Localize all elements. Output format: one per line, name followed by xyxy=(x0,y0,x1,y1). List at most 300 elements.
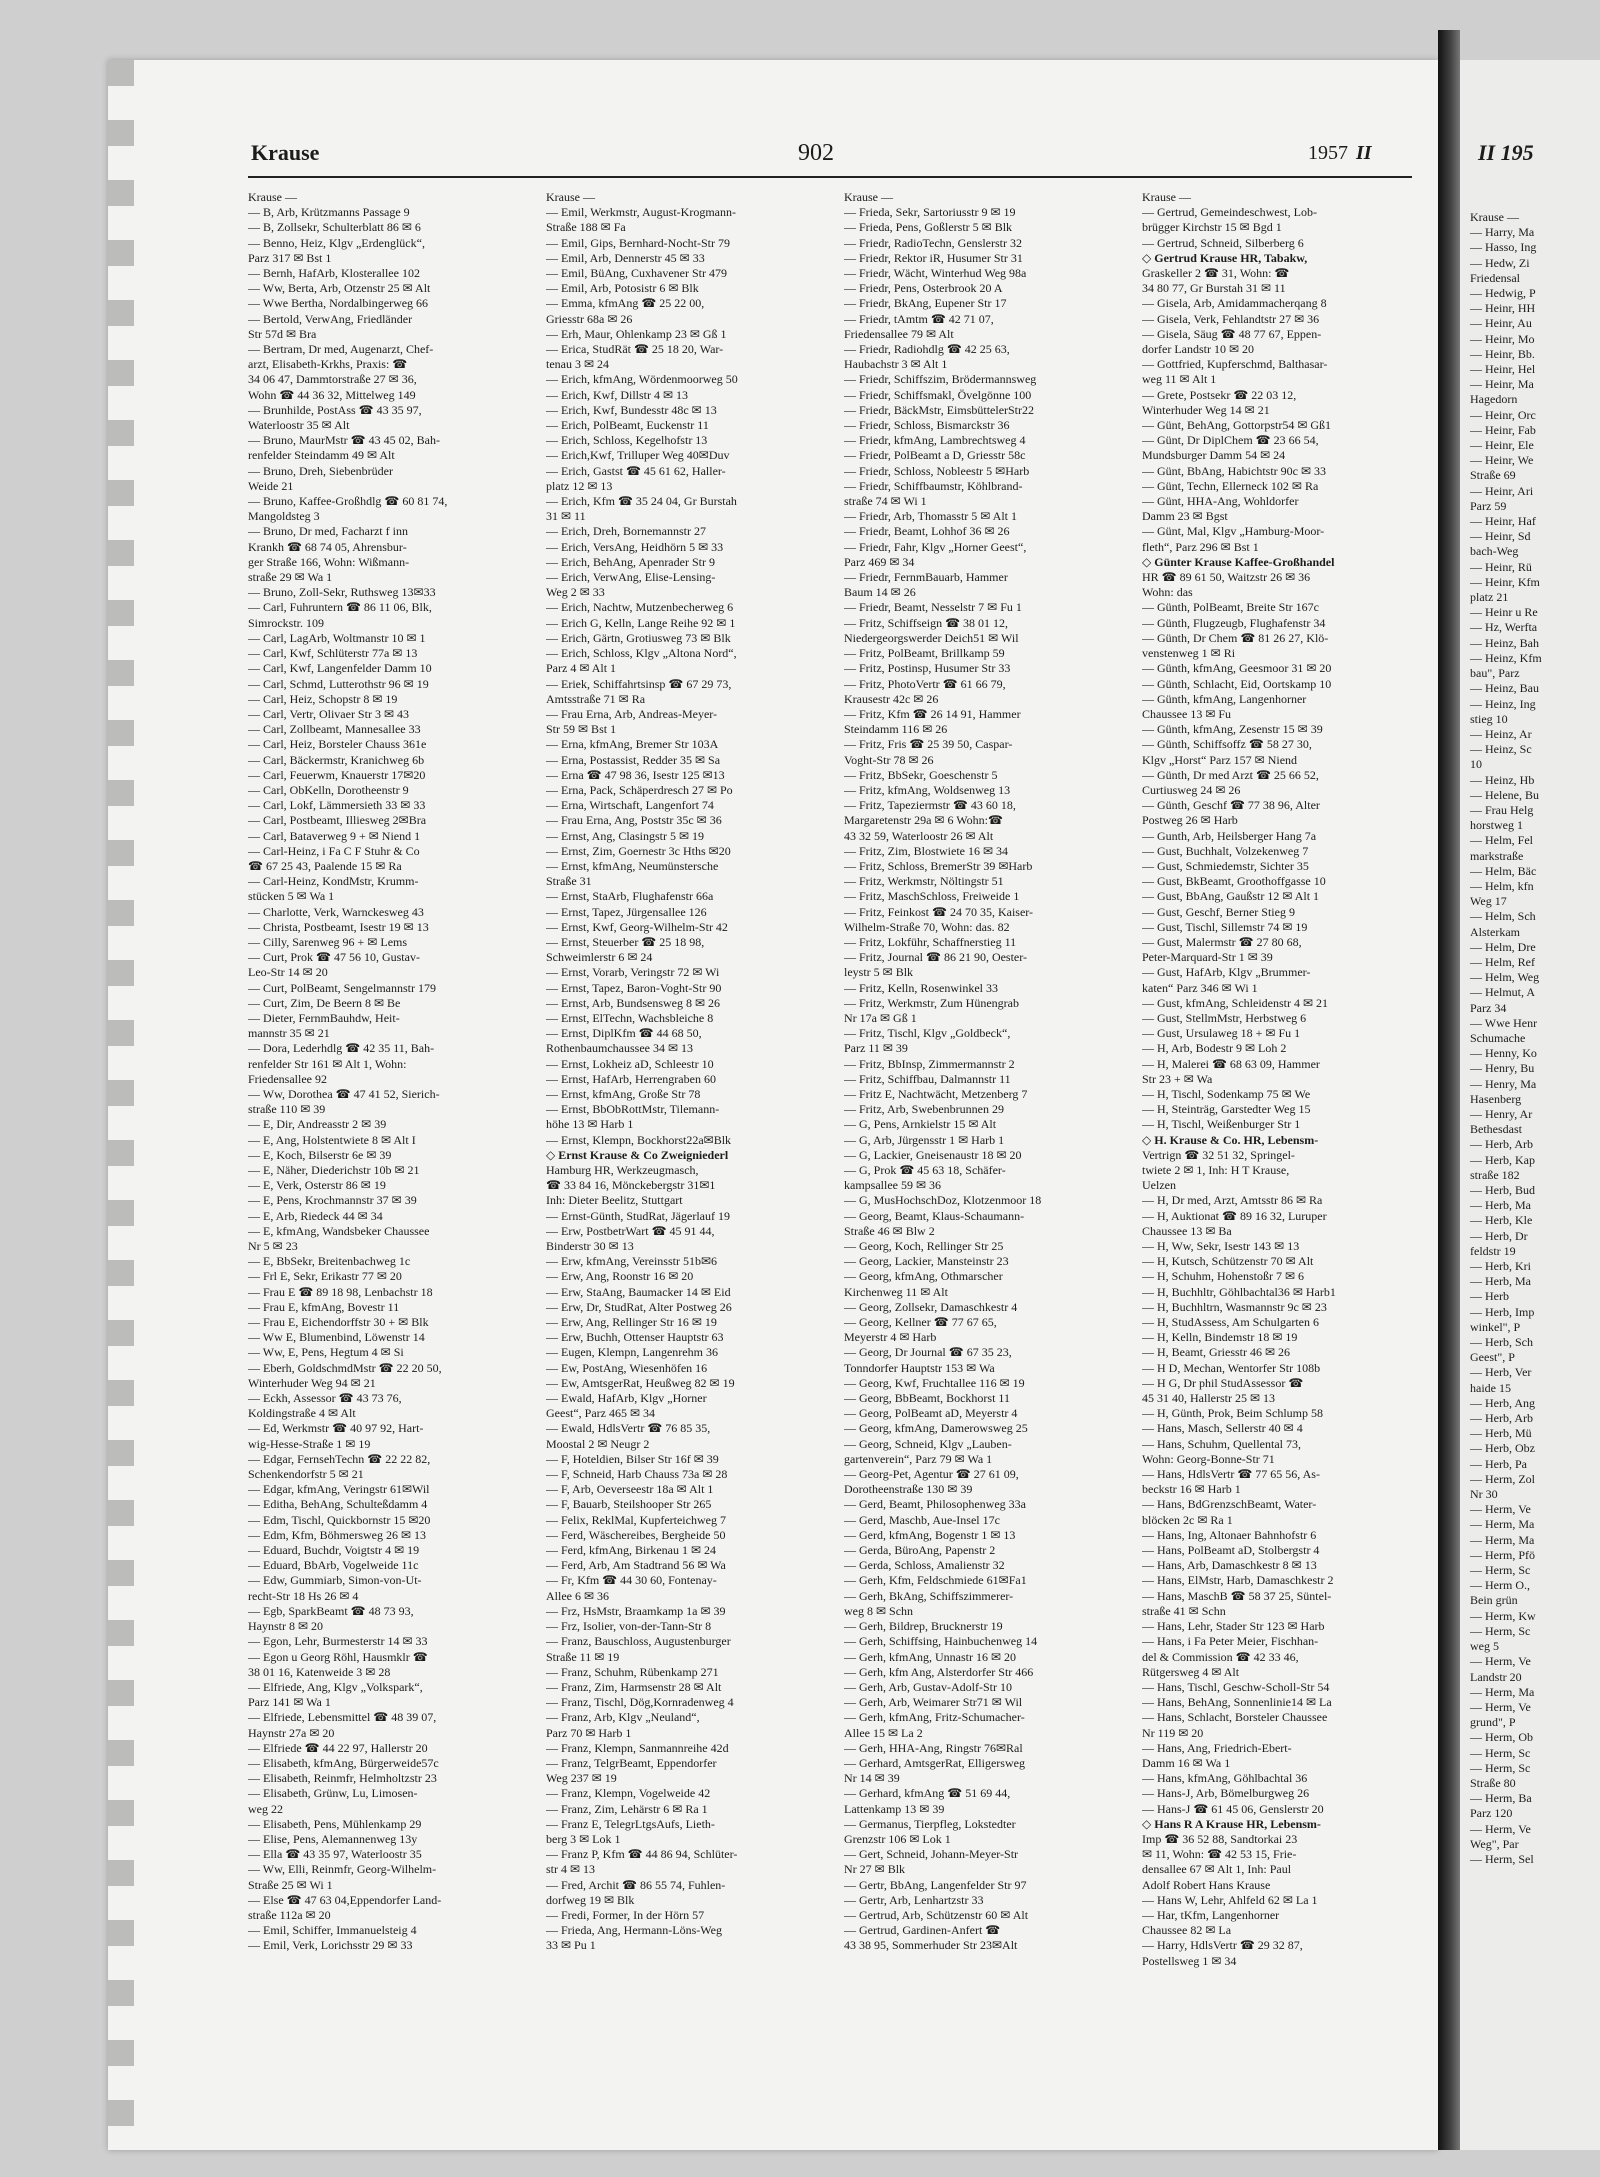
adjacent-entry-line: stieg 10 xyxy=(1470,711,1508,726)
directory-entry-line: — Fritz, Tapeziermstr ☎ 43 60 18, xyxy=(844,798,1016,813)
adjacent-entry-line: — Herb, Kri xyxy=(1470,1259,1531,1274)
directory-entry-line: — Frieda, Sekr, Sartoriusstr 9 ✉ 19 xyxy=(844,205,1016,220)
directory-entry-line: arzt, Elisabeth-Krkhs, Praxis: ☎ xyxy=(248,357,408,372)
directory-entry-line: — Frau E, Eichendorffstr 30 + ✉ Blk xyxy=(248,1315,429,1330)
adjacent-entry-line: bach-Weg xyxy=(1470,544,1519,559)
directory-entry-line: straße 110 ✉ 39 xyxy=(248,1102,326,1117)
adjacent-entry-line: — Helm, Dre xyxy=(1470,939,1536,954)
directory-entry-line: — Ernst, Steuerber ☎ 25 18 98, xyxy=(546,934,705,949)
directory-entry-line: — Erica, StudRät ☎ 25 18 20, War- xyxy=(546,342,724,357)
directory-entry-line: — Friedr, Beamt, Lohhof 36 ✉ 26 xyxy=(844,524,1010,539)
directory-entry-line: — Georg, Beamt, Klaus-Schaumann- xyxy=(844,1208,1025,1223)
adjacent-entry-line: Alsterkam xyxy=(1470,924,1520,939)
directory-entry-line: — H D, Mechan, Wentorfer Str 108b xyxy=(1142,1360,1321,1375)
directory-entry-line: Straße 46 ✉ Blw 2 xyxy=(844,1223,935,1238)
directory-entry-line: — Hans, Ing, Altonaer Bahnhofstr 6 xyxy=(1142,1527,1317,1542)
directory-entry-line: — Hans, Tischl, Geschw-Scholl-Str 54 xyxy=(1142,1679,1330,1694)
adjacent-entry-line: — Heinz, Ar xyxy=(1470,726,1532,741)
directory-entry-line: — H, Arb, Bodestr 9 ✉ Loh 2 xyxy=(1142,1041,1287,1056)
adjacent-entry-line: — Heinr, Haf xyxy=(1470,514,1536,529)
directory-entry-line: Allee 6 ✉ 36 xyxy=(546,1588,610,1603)
directory-entry-line: — Günth, Schiffsoffz ☎ 58 27 30, xyxy=(1142,737,1312,752)
adjacent-entry-line: — Herm, Ve xyxy=(1470,1821,1531,1836)
directory-entry-line: — Elfriede, Ang, Klgv „Volkspark“, xyxy=(248,1679,423,1694)
directory-entry-line: — Ew, PostAng, Wiesenhöfen 16 xyxy=(546,1360,708,1375)
directory-entry-line: — Friedr, Schloss, Bismarckstr 36 xyxy=(844,418,1010,433)
directory-entry-line: — Gerd, Beamt, Philosophenweg 33a xyxy=(844,1497,1026,1512)
directory-entry-line: — Günth, Schlacht, Eid, Oortskamp 10 xyxy=(1142,676,1332,691)
page-binding-edge xyxy=(108,60,134,2150)
adjacent-page-header: II 195 xyxy=(1478,140,1534,165)
directory-entry-line: — Else ☎ 47 63 04,Eppendorfer Land- xyxy=(248,1892,442,1907)
directory-entry-line: — Hans, Schuhm, Quellental 73, xyxy=(1142,1436,1301,1451)
directory-entry-line: Friedensallee 79 ✉ Alt xyxy=(844,326,954,341)
directory-entry-line: — Bruno, Dr med, Facharzt f inn xyxy=(248,524,408,539)
directory-entry-line: — Friedr, BkAng, Eupener Str 17 xyxy=(844,296,1007,311)
adjacent-entry-line: — Herb, Arb xyxy=(1470,1137,1533,1152)
directory-entry-line: Parz 141 ✉ Wa 1 xyxy=(248,1695,331,1710)
directory-entry-line: — Hans, i Fa Peter Meier, Fischhan- xyxy=(1142,1634,1319,1649)
directory-entry-line: — Ewald, HafArb, Klgv „Horner xyxy=(546,1391,707,1406)
directory-entry-line: — Erw, Dr, StudRat, Alter Postweg 26 xyxy=(546,1299,732,1314)
directory-entry-line: — Friedr, Schiffsmakl, Övelgönne 100 xyxy=(844,387,1032,402)
directory-entry-line: — Egon u Georg Röhl, Hausmklr ☎ xyxy=(248,1649,428,1664)
directory-entry-line: — H, Steinträg, Garstedter Weg 15 xyxy=(1142,1102,1311,1117)
adjacent-entry-line: Geest", P xyxy=(1470,1350,1515,1365)
directory-entry-line: — Erich, PolBeamt, Euckenstr 11 xyxy=(546,418,709,433)
directory-entry-line: — Hans, BehAng, Sonnenlinie14 ✉ La xyxy=(1142,1695,1332,1710)
directory-entry-line: — Edgar, kfmAng, Veringstr 61✉Wil xyxy=(248,1482,430,1497)
adjacent-entry-line: — Heinz, Ing xyxy=(1470,696,1536,711)
directory-entry-line: Margaretenstr 29a ✉ 6 Wohn:☎ xyxy=(844,813,1003,828)
directory-entry-line: — Hans, Lehr, Stader Str 123 ✉ Harb xyxy=(1142,1619,1325,1634)
directory-entry-line: — Fritz, Werkmstr, Nöltingstr 51 xyxy=(844,874,1004,889)
adjacent-entry-line: Straße 69 xyxy=(1470,468,1516,483)
directory-entry-line: — Frl E, Sekr, Erikastr 77 ✉ 20 xyxy=(248,1269,402,1284)
directory-entry-line: fleth“, Parz 296 ✉ Bst 1 xyxy=(1142,539,1259,554)
directory-entry-line: — E, Dir, Andreasstr 2 ✉ 39 xyxy=(248,1117,387,1132)
directory-entry-line: Nr 17a ✉ Gß 1 xyxy=(844,1010,917,1025)
directory-entry-line: — Friedr, Schiffbaumstr, Köhlbrand- xyxy=(844,478,1023,493)
directory-entry-line: Weide 21 xyxy=(248,478,294,493)
directory-entry-line: — Carl-Heinz, i Fa C F Stuhr & Co xyxy=(248,843,420,858)
directory-entry-line: Allee 15 ✉ La 2 xyxy=(844,1725,923,1740)
directory-entry-line: — Günth, Flugzeugb, Flughafenstr 34 xyxy=(1142,615,1326,630)
directory-entry-line: — Gust, HafArb, Klgv „Brummer- xyxy=(1142,965,1311,980)
directory-entry-line: — Georg, Lackier, Mansteinstr 23 xyxy=(844,1254,1009,1269)
directory-entry-line: — Fritz E, Nachtwächt, Metzenberg 7 xyxy=(844,1086,1028,1101)
directory-entry-line: Haubachstr 3 ✉ Alt 1 xyxy=(844,357,948,372)
directory-entry-line: — Fritz, Kelln, Rosenwinkel 33 xyxy=(844,980,998,995)
directory-entry-line: — Gertrud, Gemeindeschwest, Lob- xyxy=(1142,205,1317,220)
directory-entry-line: brügger Kirchstr 15 ✉ Bgd 1 xyxy=(1142,220,1282,235)
directory-entry-line: — Franz, Klempn, Vogelweide 42 xyxy=(546,1786,711,1801)
adjacent-entry-line: — Hz, Werfta xyxy=(1470,620,1538,635)
directory-entry-line: — Erich, Dreh, Bornemannstr 27 xyxy=(546,524,706,539)
directory-entry-line: Wohn: Georg-Bonne-Str 71 xyxy=(1142,1451,1275,1466)
directory-entry-line: — Ww, E, Pens, Hegtum 4 ✉ Si xyxy=(248,1345,404,1360)
directory-entry-line: — Ww, Elli, Reinmfr, Georg-Wilhelm- xyxy=(248,1862,437,1877)
directory-entry-line: — Ernst, Vorarb, Veringstr 72 ✉ Wi xyxy=(546,965,720,980)
directory-entry-line: ◇ Günter Krause Kaffee-Großhandel xyxy=(1142,554,1335,569)
directory-entry-line: — Edgar, FernsehTechn ☎ 22 22 82, xyxy=(248,1451,431,1466)
directory-entry-line: — G, Prok ☎ 45 63 18, Schäfer- xyxy=(844,1163,1006,1177)
directory-entry-line: Simrockstr. 109 xyxy=(248,615,325,630)
directory-entry-line: — Gisela, Verk, Fehlandtstr 27 ✉ 36 xyxy=(1142,311,1320,326)
directory-entry-line: — Günth, Geschf ☎ 77 38 96, Alter xyxy=(1142,798,1320,813)
directory-entry-line: — Carl, Kwf, Langenfelder Damm 10 xyxy=(248,661,432,676)
directory-entry-line: — Carl, LagArb, Woltmanstr 10 ✉ 1 xyxy=(248,630,426,645)
directory-entry-line: Moostal 2 ✉ Neugr 2 xyxy=(546,1436,650,1451)
adjacent-entry-line: — Heinr, Au xyxy=(1470,316,1532,331)
directory-entry-line: — Friedr, RadioTechn, Genslerstr 32 xyxy=(844,235,1022,250)
directory-entry-line: — Hans, Schlacht, Borsteler Chaussee xyxy=(1142,1710,1328,1725)
directory-entry-line: Curtiusweg 24 ✉ 26 xyxy=(1142,782,1241,797)
directory-entry-line: — Fritz, Kfm ☎ 26 14 91, Hammer xyxy=(844,706,1021,721)
directory-entry-line: Hamburg HR, Werkzeugmasch, xyxy=(546,1163,699,1177)
adjacent-entry-line: — Heinr, Sd xyxy=(1470,529,1531,544)
directory-entry-line: — Ernst, ElTechn, Wachsbleiche 8 xyxy=(546,1010,714,1025)
adjacent-entry-line: Bein grün xyxy=(1470,1593,1518,1608)
directory-entry-line: — Friedr, Schloss, Nobleestr 5 ✉Harb xyxy=(844,463,1030,478)
directory-entry-line: Straße 11 ✉ 19 xyxy=(546,1649,620,1664)
directory-entry-line: — Georg, kfmAng, Damerowsweg 25 xyxy=(844,1421,1028,1436)
directory-column-3 xyxy=(844,190,1134,1954)
directory-entry-line: — Ferd, Arb, Am Stadtrand 56 ✉ Wa xyxy=(546,1558,726,1573)
adjacent-entry-line: — Herm, Ve xyxy=(1470,1699,1531,1714)
directory-entry-line: — Gerh, BkAng, Schiffszimmerer- xyxy=(844,1588,1014,1603)
directory-entry-line: — Günth, kfmAng, Langenhorner xyxy=(1142,691,1307,706)
directory-entry-line: — Erich, Kwf, Bundesstr 48c ✉ 13 xyxy=(546,402,717,417)
directory-entry-line: beckstr 16 ✉ Harb 1 xyxy=(1142,1482,1241,1497)
directory-entry-line: — Gust, Buchhalt, Volzekenweg 7 xyxy=(1142,843,1309,858)
directory-entry-line: — Eckh, Assessor ☎ 43 73 76, xyxy=(248,1391,402,1406)
directory-entry-line: — Gerh, Kfm, Feldschmiede 61✉Fa1 xyxy=(844,1573,1027,1588)
directory-entry-line: — Emil, Verk, Lorichsstr 29 ✉ 33 xyxy=(248,1938,413,1953)
directory-entry-line: — Fritz, Journal ☎ 86 21 90, Oester- xyxy=(844,950,1028,965)
directory-entry-line: — Erich, Kfm ☎ 35 24 04, Gr Burstah xyxy=(546,494,737,509)
directory-entry-line: — H, Kutsch, Schützenstr 70 ✉ Alt xyxy=(1142,1254,1314,1269)
directory-entry-line: — Carl, Heiz, Schopstr 8 ✉ 19 xyxy=(248,691,398,706)
adjacent-entry-line: haide 15 xyxy=(1470,1380,1511,1395)
directory-entry-line: — Ferd, Wäschereibes, Bergheide 50 xyxy=(546,1527,726,1542)
directory-entry-line: — Eberh, GoldschmdMstr ☎ 22 20 50, xyxy=(248,1360,442,1375)
directory-entry-line: katen“ Parz 346 ✉ Wi 1 xyxy=(1142,980,1258,995)
adjacent-entry-line: — Helm, Weg xyxy=(1470,970,1540,985)
directory-entry-line: — Ernst, kfmAng, Große Str 78 xyxy=(546,1086,701,1101)
directory-entry-line: — Emil, Arb, Potosistr 6 ✉ Blk xyxy=(546,281,699,296)
adjacent-entry-line: — Herb, Ang xyxy=(1470,1395,1535,1410)
directory-entry-line: Chaussee 13 ✉ Fu xyxy=(1142,706,1232,721)
adjacent-entry-line: — Heinz, Bah xyxy=(1470,635,1539,650)
directory-entry-line: — Brunhilde, PostAss ☎ 43 35 97, xyxy=(248,402,422,417)
directory-entry-line: — Ernst, HafArb, Herrengraben 60 xyxy=(546,1071,716,1086)
directory-entry-line: — Georg, BbBeamt, Bockhorst 11 xyxy=(844,1391,1010,1406)
directory-entry-line: höhe 13 ✉ Harb 1 xyxy=(546,1117,634,1132)
directory-entry-line: berg 3 ✉ Lok 1 xyxy=(546,1831,621,1846)
directory-entry-line: — Ew, AmtsgerRat, Heußweg 82 ✉ 19 xyxy=(546,1375,735,1390)
directory-entry-line: 38 01 16, Katenweide 3 ✉ 28 xyxy=(248,1664,391,1679)
directory-column-4 xyxy=(1142,190,1432,1969)
adjacent-entry-line: winkel", P xyxy=(1470,1319,1521,1334)
directory-entry-line: mannstr 35 ✉ 21 xyxy=(248,1026,330,1041)
directory-entry-line: — Günt, Dr DiplChem ☎ 23 66 54, xyxy=(1142,433,1319,448)
directory-entry-line: — Gerd, kfmAng, Bogenstr 1 ✉ 13 xyxy=(844,1527,1016,1542)
directory-entry-line: — Ernst, Zim, Goernestr 3c Hths ✉20 xyxy=(546,843,731,858)
directory-entry-line: Damm 16 ✉ Wa 1 xyxy=(1142,1755,1231,1770)
directory-entry-line: Chaussee 13 ✉ Ba xyxy=(1142,1223,1232,1238)
directory-entry-line: — Ernst, StaArb, Flughafenstr 66a xyxy=(546,889,714,904)
adjacent-entry-line: — Helm, Ref xyxy=(1470,954,1535,969)
header-rule xyxy=(248,176,1412,178)
adjacent-entry-line: — Hedw, Zi xyxy=(1470,255,1530,270)
directory-entry-line: Graskeller 2 ☎ 31, Wohn: ☎ xyxy=(1142,266,1290,281)
adjacent-entry-line: — Heinr u Re xyxy=(1470,605,1538,620)
directory-entry-line: ☎ 67 25 43, Paalende 15 ✉ Ra xyxy=(248,858,402,873)
directory-entry-line: — Fritz, MaschSchloss, Freiweide 1 xyxy=(844,889,1020,904)
directory-entry-line: — Benno, Heiz, Klgv „Erdenglück“, xyxy=(248,235,425,250)
directory-entry-line: — Friedr, BäckMstr, EimsbüttelerStr22 xyxy=(844,402,1035,417)
directory-entry-line: Chaussee 82 ✉ La xyxy=(1142,1923,1232,1938)
directory-entry-line: — F, Arb, Oeverseestr 18a ✉ Alt 1 xyxy=(546,1482,714,1497)
directory-entry-line: Straße 25 ✉ Wi 1 xyxy=(248,1877,333,1892)
directory-entry-line: — Germanus, Tierpfleg, Lokstedter xyxy=(844,1816,1016,1831)
directory-entry-line: Nr 14 ✉ 39 xyxy=(844,1771,900,1786)
adjacent-entry-line: — Heinr, Bb. xyxy=(1470,346,1535,361)
directory-entry-line: platz 12 ✉ 13 xyxy=(546,478,613,493)
directory-entry-line: Grenzstr 106 ✉ Lok 1 xyxy=(844,1831,951,1846)
adjacent-entry-line: — Herm, Ma xyxy=(1470,1532,1535,1547)
directory-entry-line: — Erh, Maur, Ohlenkamp 23 ✉ Gß 1 xyxy=(546,326,727,341)
directory-entry-line: Schenkendorfstr 5 ✉ 21 xyxy=(248,1467,364,1482)
directory-entry-line: — Erw, StaAng, Baumacker 14 ✉ Eid xyxy=(546,1284,731,1299)
directory-entry-line: — H, Dr med, Arzt, Amtsstr 86 ✉ Ra xyxy=(1142,1193,1323,1208)
adjacent-entry-line: Hasenberg xyxy=(1470,1091,1522,1106)
directory-entry-line: — Hans W, Lehr, Ahlfeld 62 ✉ La 1 xyxy=(1142,1892,1318,1907)
directory-entry-line: Haynstr 8 ✉ 20 xyxy=(248,1619,324,1634)
adjacent-entry-line: — Henry, Ma xyxy=(1470,1076,1537,1091)
directory-column-1 xyxy=(248,190,538,1954)
directory-entry-line: Rütgersweg 4 ✉ Alt xyxy=(1142,1664,1240,1679)
directory-entry-line: — F, Hoteldien, Bilser Str 16f ✉ 39 xyxy=(546,1451,719,1466)
directory-entry-line: — Elfriede ☎ 44 22 97, Hallerstr 20 xyxy=(248,1740,428,1755)
directory-entry-line: — Edm, Kfm, Böhmersweg 26 ✉ 13 xyxy=(248,1527,427,1542)
directory-entry-line: Krankh ☎ 68 74 05, Ahrensbur- xyxy=(248,539,407,554)
edition-label xyxy=(1308,142,1372,165)
adjacent-entry-line: — Harry, Ma xyxy=(1470,225,1535,240)
directory-entry-line: — Gerda, Schloss, Amalienstr 32 xyxy=(844,1558,1005,1573)
directory-entry-line: Krausestr 42c ✉ 26 xyxy=(844,691,939,706)
directory-entry-line: — Friedr, Fahr, Klgv „Horner Geest“, xyxy=(844,539,1027,554)
adjacent-entry-line: — Helmut, A xyxy=(1470,985,1535,1000)
adjacent-entry-line: — Heinr, Mo xyxy=(1470,331,1535,346)
directory-entry-line: — Elfriede, Lebensmittel ☎ 48 39 07, xyxy=(248,1710,437,1725)
directory-entry-line: — Ww, Berta, Arb, Otzenstr 25 ✉ Alt xyxy=(248,281,431,296)
directory-entry-line: — Ferd, kfmAng, Birkenau 1 ✉ 24 xyxy=(546,1543,717,1558)
directory-entry-line: — Emil, Schiffer, Immanuelsteig 4 xyxy=(248,1923,417,1938)
directory-entry-line: Krause — xyxy=(844,190,893,204)
adjacent-entry-line: Krause — xyxy=(1470,210,1519,224)
directory-entry-line: — Elise, Pens, Alemannenweg 13y xyxy=(248,1831,418,1846)
directory-entry-line: Straße 31 xyxy=(546,874,592,889)
directory-entry-line: — Ernst, BbObRottMstr, Tilemann- xyxy=(546,1102,720,1117)
directory-entry-line: — Emil, Arb, Dennerstr 45 ✉ 33 xyxy=(546,250,705,265)
directory-entry-line: — Edw, Gummiarb, Simon-von-Ut- xyxy=(248,1573,422,1588)
adjacent-entry-line: — Helm, Bäc xyxy=(1470,863,1537,878)
directory-entry-line: — E, Verk, Osterstr 86 ✉ 19 xyxy=(248,1178,386,1193)
directory-entry-line: — Friedr, Radiohdlg ☎ 42 25 63, xyxy=(844,342,1010,357)
directory-entry-line: Rothenbaumchaussee 34 ✉ 13 xyxy=(546,1041,694,1056)
adjacent-entry-line: — Herm O., xyxy=(1470,1578,1530,1593)
directory-entry-line: Inh: Dieter Beelitz, Stuttgart xyxy=(546,1193,683,1208)
directory-entry-line: straße 29 ✉ Wa 1 xyxy=(248,570,333,585)
directory-entry-line: — Günth, Dr Chem ☎ 81 26 27, Klö- xyxy=(1142,630,1329,645)
adjacent-entry-line: — Herb, Ma xyxy=(1470,1274,1531,1289)
directory-entry-line: — Hans-J, Arb, Bömelburgweg 26 xyxy=(1142,1786,1310,1801)
directory-entry-line: Str 23 + ✉ Wa xyxy=(1142,1071,1213,1086)
directory-entry-line: 34 06 47, Dammtorstraße 27 ✉ 36, xyxy=(248,372,417,387)
directory-entry-line: — Gust, Geschf, Berner Stieg 9 xyxy=(1142,904,1295,919)
directory-entry-line: — Edm, Tischl, Quickbornstr 15 ✉20 xyxy=(248,1512,431,1527)
adjacent-entry-line: Friedensal xyxy=(1470,270,1520,285)
directory-entry-line: — Erna, Pack, Schäperdresch 27 ✉ Po xyxy=(546,782,733,797)
directory-entry-line: — Friedr, kfmAng, Lambrechtsweg 4 xyxy=(844,433,1026,448)
directory-entry-line: — Carl, Lokf, Lämmersieth 33 ✉ 33 xyxy=(248,798,426,813)
adjacent-entry-line: — Helm, kfn xyxy=(1470,878,1534,893)
directory-entry-line: — Friedr, FernmBauarb, Hammer xyxy=(844,570,1008,585)
directory-entry-line: Postellsweg 1 ✉ 34 xyxy=(1142,1953,1237,1968)
directory-entry-line: — Eriek, Schiffahrtsinsp ☎ 67 29 73, xyxy=(546,676,732,691)
directory-entry-line: — Ed, Werkmstr ☎ 40 97 92, Hart- xyxy=(248,1421,424,1436)
adjacent-entry-line: — Heinr, Ari xyxy=(1470,483,1534,498)
directory-entry-line: — Erw, kfmAng, Vereinsstr 51b✉6 xyxy=(546,1254,718,1269)
adjacent-entry-line: — Heinz, Kfm xyxy=(1470,650,1542,665)
directory-entry-line: — Franz, TelgrBeamt, Eppendorfer xyxy=(546,1755,717,1770)
directory-entry-line: Mundsburger Damm 54 ✉ 24 xyxy=(1142,448,1286,463)
adjacent-entry-line: — Heinr, We xyxy=(1470,453,1534,468)
directory-entry-line: — Fritz, Fris ☎ 25 39 50, Caspar- xyxy=(844,737,1013,752)
directory-entry-line: — Gerhard, AmtsgerRat, Elligersweg xyxy=(844,1755,1025,1770)
directory-entry-line: — Fritz, Schiffbau, Dalmannstr 11 xyxy=(844,1071,1011,1086)
directory-entry-line: — Franz E, TelegrLtgsAufs, Lieth- xyxy=(546,1816,715,1831)
directory-entry-line: — Gisela, Arb, Amidammacherqang 8 xyxy=(1142,296,1327,311)
adjacent-entry-line: bau", Parz xyxy=(1470,666,1520,681)
directory-entry-line: — Hans, Ang, Friedrich-Ebert- xyxy=(1142,1740,1292,1755)
directory-entry-line: — H, Auktionat ☎ 89 16 32, Luruper xyxy=(1142,1208,1327,1223)
directory-entry-line: — H, StudAssess, Am Schulgarten 6 xyxy=(1142,1315,1319,1330)
directory-entry-line: — Erw, PostbetrWart ☎ 45 91 44, xyxy=(546,1223,715,1238)
directory-entry-line: Peter-Marquard-Str 1 ✉ 39 xyxy=(1142,950,1273,965)
directory-entry-line: — Erw, Ang, Rellinger Str 16 ✉ 19 xyxy=(546,1315,717,1330)
directory-entry-line: Nr 27 ✉ Blk xyxy=(844,1862,906,1877)
directory-entry-line: — Eduard, BbArb, Vogelweide 11c xyxy=(248,1558,419,1573)
directory-entry-line: — Gertr, BbAng, Langenfelder Str 97 xyxy=(844,1877,1027,1892)
running-head-surname: Krause xyxy=(251,140,320,165)
directory-entry-line: — Emma, kfmAng ☎ 25 22 00, xyxy=(546,296,705,311)
directory-entry-line: Parz 70 ✉ Harb 1 xyxy=(546,1725,632,1740)
directory-entry-line: — Franz P, Kfm ☎ 44 86 94, Schlüter- xyxy=(546,1847,738,1862)
directory-entry-line: — Bruno, Dreh, Siebenbrüder xyxy=(248,463,393,478)
directory-entry-line: ◇ Hans R A Krause HR, Lebensm- xyxy=(1142,1816,1321,1831)
directory-entry-line: Dorotheenstraße 130 ✉ 39 xyxy=(844,1482,973,1497)
directory-entry-line: — Hans, MaschB ☎ 58 37 25, Süntel- xyxy=(1142,1588,1332,1603)
directory-entry-line: — H, Günth, Prok, Beim Schlump 58 xyxy=(1142,1406,1324,1421)
directory-entry-line: — H, Schuhm, Hohenstoßr 7 ✉ 6 xyxy=(1142,1269,1305,1284)
directory-entry-line: Mangoldsteg 3 xyxy=(248,509,320,524)
adjacent-entry-line: — Herb, Imp xyxy=(1470,1304,1535,1319)
directory-entry-line: — Bernh, HafArb, Klosterallee 102 xyxy=(248,266,420,281)
directory-entry-line: — Fritz, Arb, Swebenbrunnen 29 xyxy=(844,1102,1004,1117)
adjacent-entry-line: — Herb, Kap xyxy=(1470,1152,1535,1167)
directory-entry-line: — E, Koch, Bilserstr 6e ✉ 39 xyxy=(248,1147,392,1162)
directory-entry-line: — Elisabeth, Grünw, Lu, Limosen- xyxy=(248,1786,418,1801)
directory-entry-line: Winterhuder Weg 14 ✉ 21 xyxy=(1142,402,1270,417)
directory-entry-line: — Hans, BdGrenzschBeamt, Water- xyxy=(1142,1497,1317,1512)
directory-entry-line: — Christa, Postbeamt, Isestr 19 ✉ 13 xyxy=(248,919,429,934)
directory-entry-line: — Editha, BehAng, Schulteßdamm 4 xyxy=(248,1497,428,1512)
directory-entry-line: — Erich, Kwf, Dillstr 4 ✉ 13 xyxy=(546,387,689,402)
directory-entry-line: — Emil, Werkmstr, August-Krogmann- xyxy=(546,205,736,220)
directory-entry-line: Wilhelm-Straße 70, Wohn: das. 82 xyxy=(844,919,1010,934)
directory-entry-line: — Günt, BehAng, Gottorpstr54 ✉ Gß1 xyxy=(1142,418,1332,433)
directory-entry-line: — Gerh, kfm Ang, Alsterdorfer Str 466 xyxy=(844,1664,1034,1679)
directory-page xyxy=(108,60,1438,2150)
directory-entry-line: — Gertr, Arb, Lenhartzstr 33 xyxy=(844,1892,984,1907)
directory-entry-line: Klgv „Horst“ Parz 157 ✉ Niend xyxy=(1142,752,1298,767)
directory-entry-line: — Erw, Buchh, Ottenser Hauptstr 63 xyxy=(546,1330,724,1345)
directory-entry-line: ◇ Ernst Krause & Co Zweigniederl xyxy=(546,1147,729,1162)
directory-entry-line: — Erich, Schloss, Klgv „Altona Nord“, xyxy=(546,646,737,661)
directory-entry-line: dorfweg 19 ✉ Blk xyxy=(546,1892,635,1907)
directory-entry-line: — Gust, kfmAng, Schleidenstr 4 ✉ 21 xyxy=(1142,995,1329,1010)
directory-entry-line: — Carl, Kwf, Schlüterstr 77a ✉ 13 xyxy=(248,646,418,661)
directory-entry-line: — Fred, Archit ☎ 86 55 74, Fuhlen- xyxy=(546,1877,726,1892)
directory-entry-line: — Ernst, Lokheiz aD, Schleestr 10 xyxy=(546,1056,714,1071)
directory-entry-line: — Georg, Dr Journal ☎ 67 35 23, xyxy=(844,1345,1012,1360)
directory-entry-line: Imp ☎ 36 52 88, Sandtorkai 23 xyxy=(1142,1831,1298,1846)
directory-entry-line: Wohn: das xyxy=(1142,585,1193,600)
directory-entry-line: — Ernst-Günth, StudRat, Jägerlauf 19 xyxy=(546,1208,730,1223)
adjacent-entry-line: — Herm, Sc xyxy=(1470,1760,1531,1775)
adjacent-entry-line: Parz 34 xyxy=(1470,1000,1507,1015)
directory-entry-line: — Gust, Tischl, Sillemstr 74 ✉ 19 xyxy=(1142,919,1308,934)
adjacent-entry-line: grund", P xyxy=(1470,1715,1516,1730)
directory-entry-line: Wohn ☎ 44 36 32, Mittelweg 149 xyxy=(248,387,416,402)
adjacent-entry-line: — Herb, Bud xyxy=(1470,1183,1535,1197)
directory-entry-line: — G, MusHochschDoz, Klotzenmoor 18 xyxy=(844,1193,1042,1208)
directory-entry-line: tenau 3 ✉ 24 xyxy=(546,357,610,372)
directory-entry-line: — Gerh, Arb, Gustav-Adolf-Str 10 xyxy=(844,1679,1012,1694)
directory-entry-line: Vertrign ☎ 32 51 32, Springel- xyxy=(1142,1147,1295,1162)
directory-entry-line: — Gust, BkBeamt, Groothoffgasse 10 xyxy=(1142,874,1326,889)
adjacent-entry-line: Weg", Par xyxy=(1470,1836,1519,1851)
adjacent-entry-line: — Herm, Ba xyxy=(1470,1791,1532,1806)
directory-entry-line: Parz 469 ✉ 34 xyxy=(844,554,915,569)
adjacent-entry-line: — Heinr, Ma xyxy=(1470,377,1534,392)
adjacent-entry-line: — Herb, Obz xyxy=(1470,1441,1535,1456)
directory-entry-line: — Harry, HdlsVertr ☎ 29 32 87, xyxy=(1142,1938,1303,1953)
directory-entry-line: — Friedr, Rektor iR, Husumer Str 31 xyxy=(844,250,1023,265)
directory-entry-line: — Gerda, BüroAng, Papenstr 2 xyxy=(844,1543,996,1558)
directory-entry-line: — Ernst, Arb, Bundsensweg 8 ✉ 26 xyxy=(546,995,721,1010)
directory-entry-line: — Erna ☎ 47 98 36, Isestr 125 ✉13 xyxy=(546,767,725,782)
adjacent-entry-line: — Herb, Arb xyxy=(1470,1411,1533,1426)
adjacent-entry-line: — Helm, Sch xyxy=(1470,909,1536,924)
directory-entry-line: — Bertold, VerwAng, Friedländer xyxy=(248,311,413,326)
directory-entry-line: — Günt, Techn, Ellerneck 102 ✉ Ra xyxy=(1142,478,1319,493)
directory-entry-line: Griesstr 68a ✉ 26 xyxy=(546,311,633,326)
directory-entry-line: Winterhuder Weg 94 ✉ 21 xyxy=(248,1375,376,1390)
